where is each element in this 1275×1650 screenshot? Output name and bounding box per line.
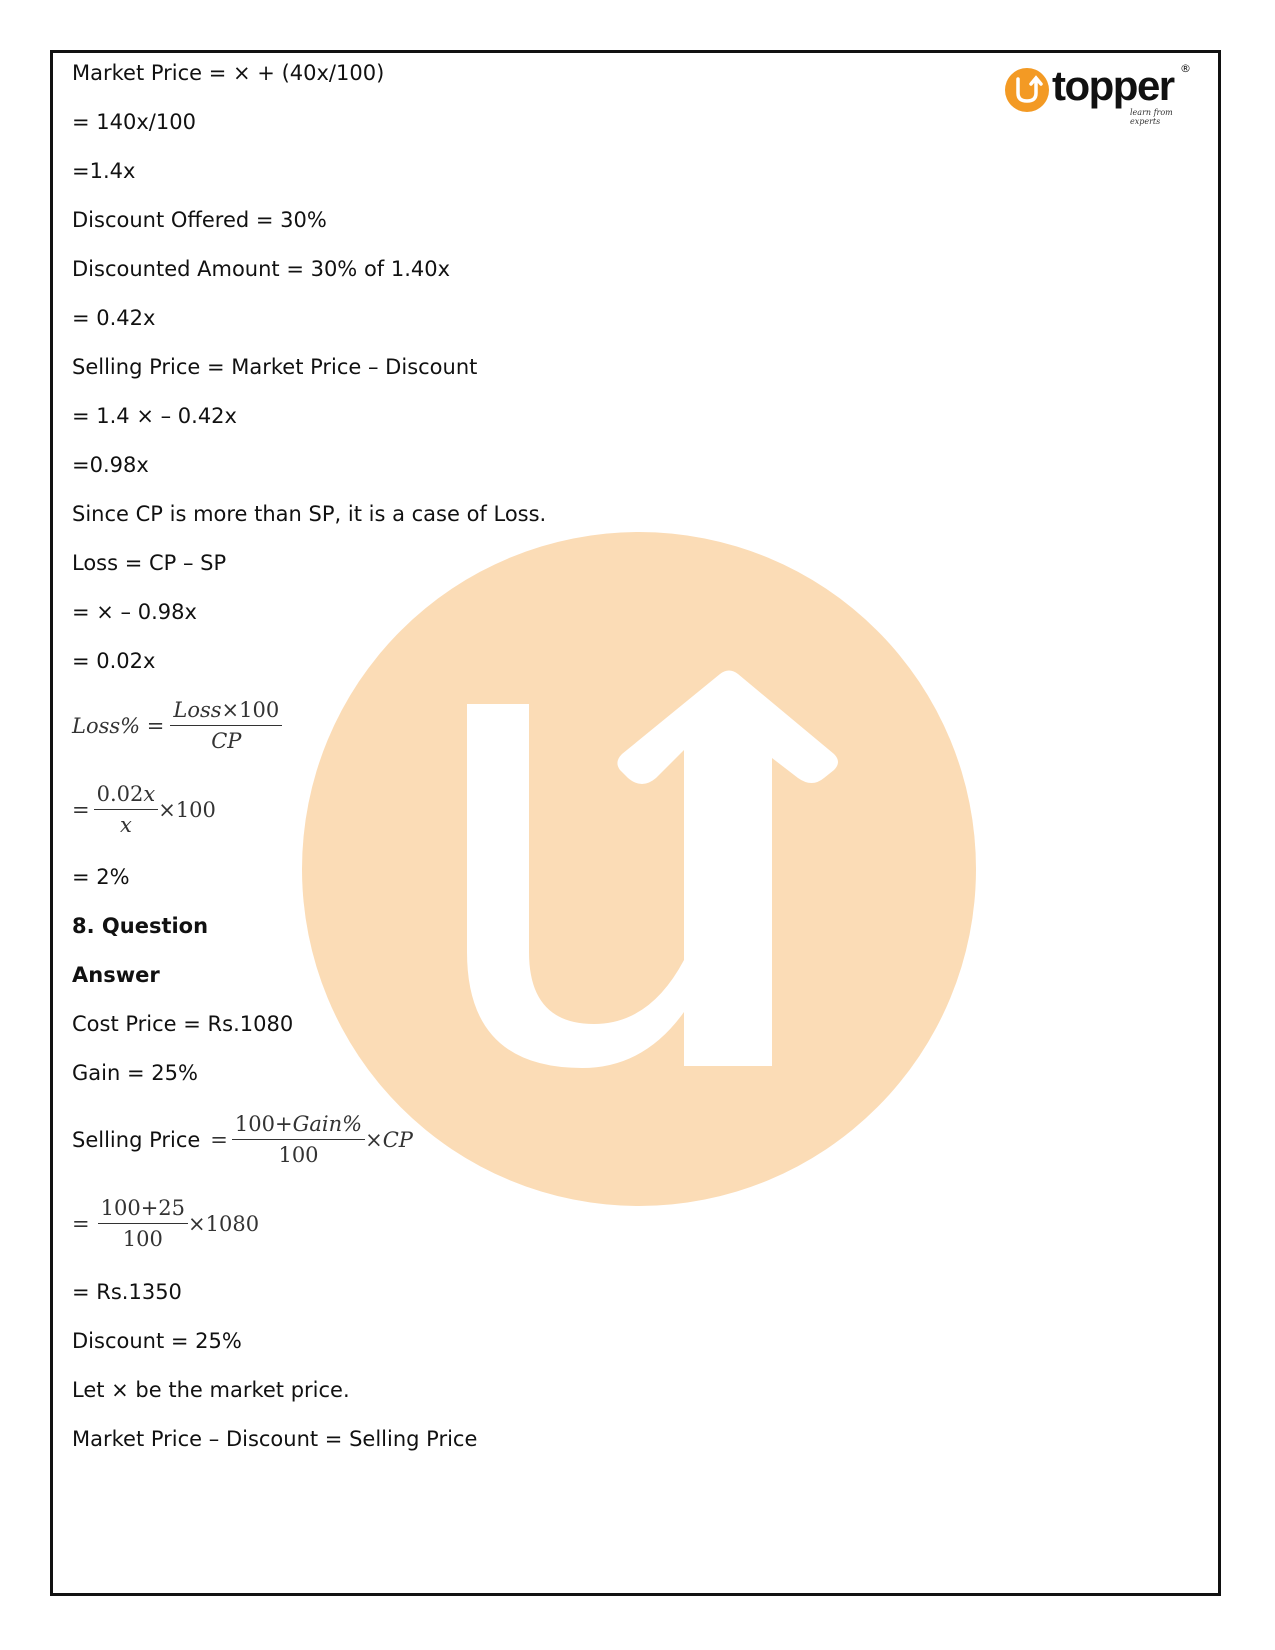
text-line: = 0.02x [72, 649, 156, 673]
selling-price-calc-formula [72, 1196, 259, 1251]
text-line: = 0.42x [72, 306, 156, 330]
formula-den: 100 [278, 1143, 319, 1167]
formula-lhs: Loss% = [72, 713, 165, 738]
logo-tagline: learn from experts [1130, 108, 1173, 126]
utopper-watermark-icon [302, 532, 976, 1206]
formula-num-var: Gain% [292, 1112, 363, 1136]
formula-mult: ×1080 [188, 1211, 260, 1236]
formula-num: 100+ [234, 1112, 293, 1136]
formula-num: 100+25 [98, 1196, 188, 1224]
text-line: =1.4x [72, 159, 136, 183]
logo-text: topper [1052, 62, 1174, 109]
text-line: Market Price – Discount = Selling Price [72, 1427, 478, 1451]
formula-den: CP [211, 729, 242, 753]
formula-mult: ×100 [158, 797, 216, 822]
text-line: Discount Offered = 30% [72, 208, 327, 232]
text-line: Discount = 25% [72, 1329, 242, 1353]
text-line: Cost Price = Rs.1080 [72, 1012, 294, 1036]
text-line: = Rs.1350 [72, 1280, 182, 1304]
text-line: = 140x/100 [72, 110, 196, 134]
text-line: = 2% [72, 865, 130, 889]
text-line: = 1.4 × – 0.42x [72, 404, 237, 428]
loss-percent-formula [72, 698, 282, 753]
formula-num-var: x [143, 782, 156, 806]
formula-den: x [119, 813, 132, 837]
text-line: Loss = CP – SP [72, 551, 227, 575]
question-heading: 8. Question [72, 914, 209, 938]
formula-eq: = [210, 1127, 228, 1152]
text-line: Let × be the market price. [72, 1378, 350, 1402]
formula-num-op: ×100 [221, 698, 280, 722]
formula-eq: = [72, 1211, 90, 1236]
text-line: Since CP is more than SP, it is a case of Loss. [72, 502, 547, 526]
text-line: Gain = 25% [72, 1061, 198, 1085]
selling-price-formula [72, 1112, 413, 1167]
loss-calc-formula [72, 782, 216, 837]
text-line: Market Price = × + (40x/100) [72, 61, 385, 85]
formula-mult-var: CP [382, 1127, 413, 1152]
utopper-logo [1002, 62, 1202, 132]
answer-heading: Answer [72, 963, 160, 987]
text-line: =0.98x [72, 453, 149, 477]
text-line: Discounted Amount = 30% of 1.40x [72, 257, 451, 281]
formula-den: 100 [122, 1227, 163, 1251]
formula-eq: = [72, 797, 90, 822]
formula-num-var: Loss [173, 698, 222, 722]
formula-num: 0.02 [96, 782, 144, 806]
text-line: = × – 0.98x [72, 600, 197, 624]
formula-label: Selling Price [72, 1127, 201, 1152]
text-line: Selling Price = Market Price – Discount [72, 355, 478, 379]
formula-mult: × [365, 1127, 383, 1152]
logo-registered: ® [1180, 62, 1191, 75]
